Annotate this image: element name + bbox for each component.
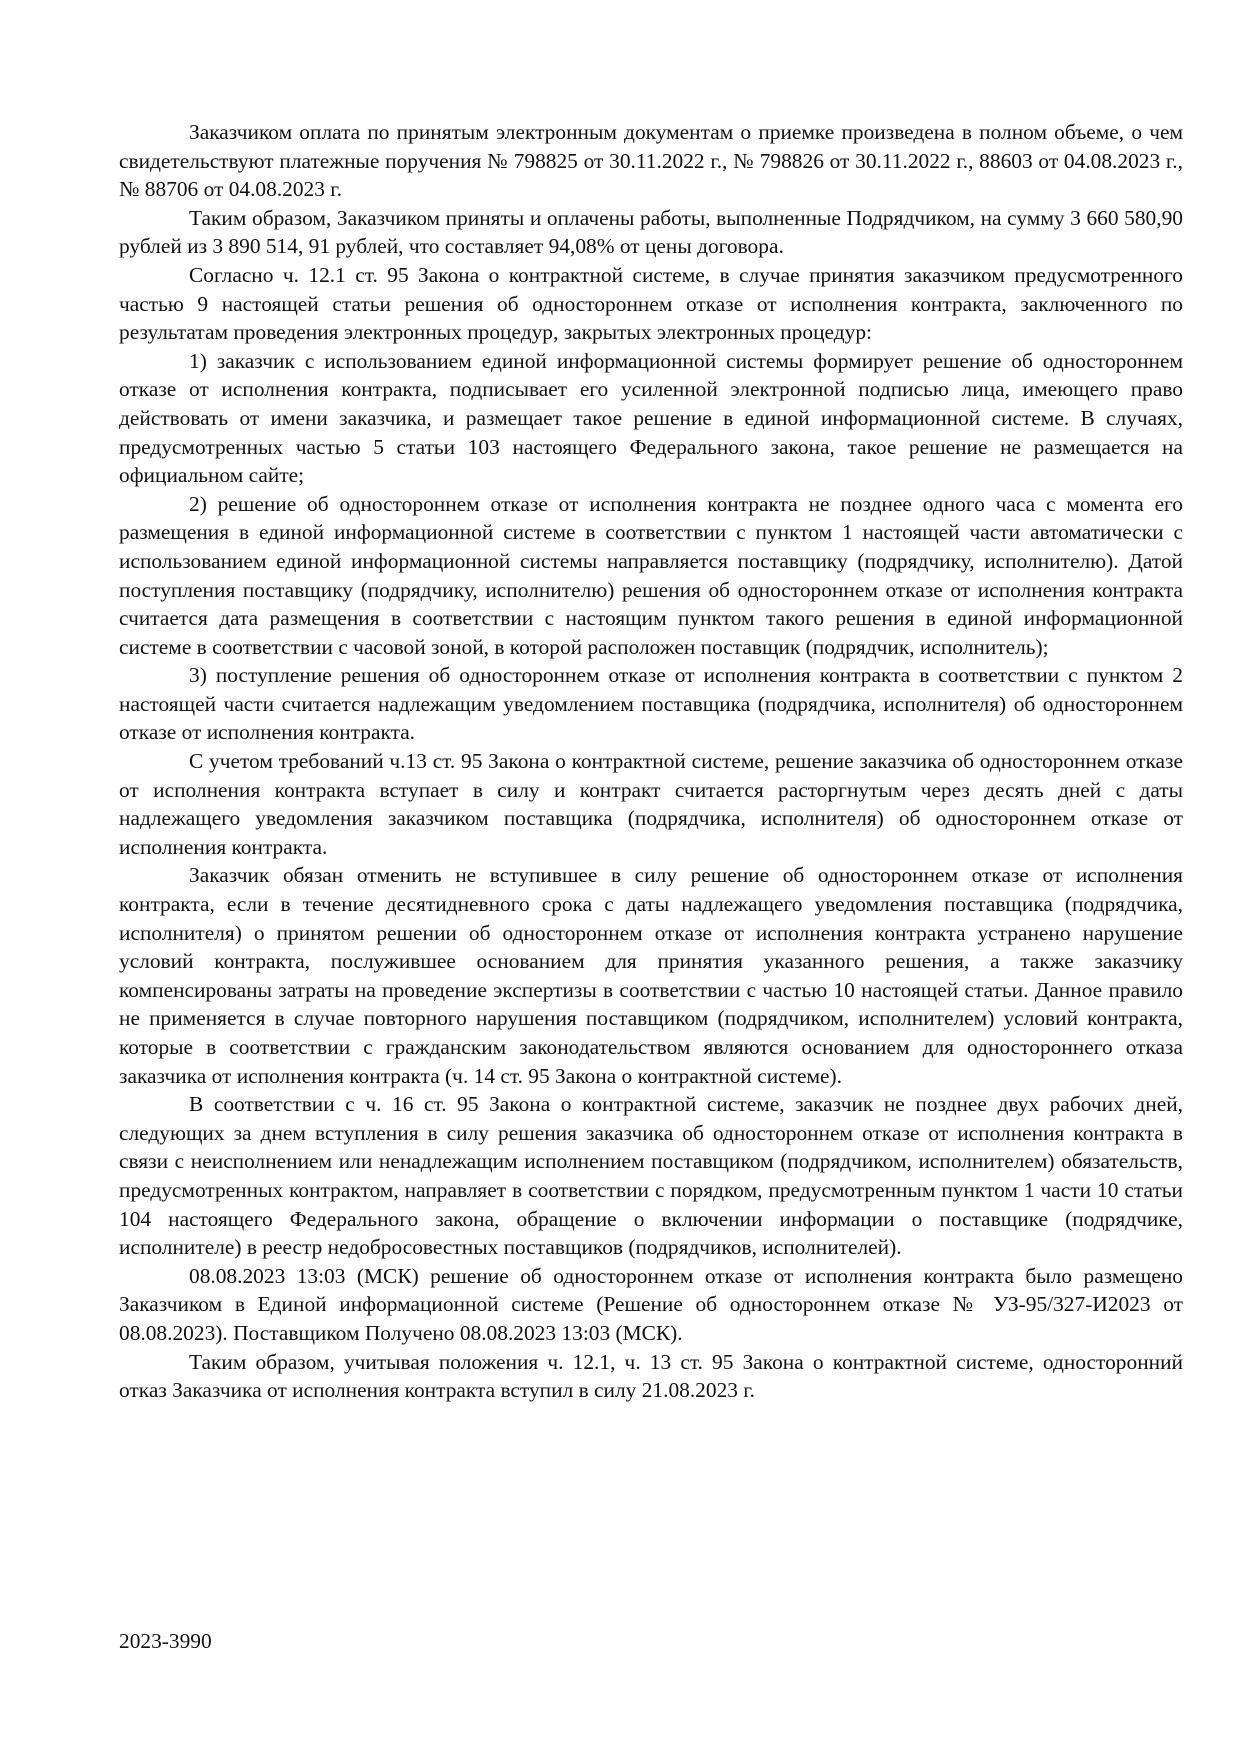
paragraph-accepted-works: Таким образом, Заказчиком приняты и оплачены работы, выполненные Подрядчиком, на сумму 3 660 580,90 рублей из 3 890 514, 91 рублей, что составляет 94,08% от цены договора. <box>119 205 1183 259</box>
paragraph-item-3: 3) поступление решения об одностороннем отказе от исполнения контракта в соответствии с пунктом 2 настоящей части считается надлежащим уведомлением поставщика (подрядчика, исполнителя) об одностороннем отказе от исполнения контракта. <box>119 663 1183 745</box>
paragraph-article-16: В соответствии с ч. 16 ст. 95 Закона о контрактной системе, заказчик не позднее двух рабочих дней, следующих за днем вступления в силу решения заказчика об одностороннем отказе от исполнения контракта в связи с неисполнением или ненадлежащим исполнением поставщиком (подрядчиком, исполнителем) обязательств, предусмотренных контрактом, направляет в соответствии с порядком, предусмотренным пунктом 1 части 10 статьи 104 настоящего Федерального закона, обращение о включении информации о поставщике (подрядчике, исполнителе) в реестр недобросовестных поставщиков (подрядчиков, исполнителей). <box>119 1092 1183 1260</box>
paragraph-conclusion: Таким образом, учитывая положения ч. 12.1, ч. 13 ст. 95 Закона о контрактной системе, односторонний отказ Заказчика от исполнения контракта вступил в силу 21.08.2023 г. <box>119 1349 1183 1403</box>
paragraph-article-13: С учетом требований ч.13 ст. 95 Закона о контрактной системе, решение заказчика об одностороннем отказе от исполнения контракта вступает в силу и контракт считается расторгнутым через десять дней с даты надлежащего уведомления заказчиком поставщика (подрядчика, исполнителя) об одностороннем отказе от исполнения контракта. <box>119 749 1183 859</box>
paragraph-placement-date: 08.08.2023 13:03 (МСК) решение об одностороннем отказе от исполнения контракта было размещено Заказчиком в Единой информационной системе (Решение об одностороннем отказе № УЗ-95/327-И2023 от 08.08.2023). Поставщиком Получено 08.08.2023 13:03 (МСК). <box>119 1263 1183 1345</box>
paragraph-item-2: 2) решение об одностороннем отказе от исполнения контракта не позднее одного часа с момента его размещения в единой информационной системе в соответствии с пунктом 1 настоящей части автоматически с использованием единой информационной системы направляется поставщику (подрядчику, исполнителю). Датой поступления поставщику (подрядчику, исполнителю) решения об одностороннем отказе от исполнения контракта считается дата размещения в соответствии с настоящим пунктом такого решения в единой информационной системе в соответствии с часовой зоной, в которой расположен поставщик (подрядчик, исполнитель); <box>119 491 1183 659</box>
document-body <box>119 118 1183 1405</box>
paragraph-payment-orders: Заказчиком оплата по принятым электронным документам о приемке произведена в полном объеме, о чем свидетельствуют платежные поручения № 798825 от 30.11.2022 г., № 798826 от 30.11.2022 г., 88603 от 04.08.2023 г., № 88706 от 04.08.2023 г. <box>119 120 1183 202</box>
paragraph-article-14: Заказчик обязан отменить не вступившее в силу решение об одностороннем отказе от исполнения контракта, если в течение десятидневного срока с даты надлежащего уведомления поставщика (подрядчика, исполнителя) о принятом решении об одностороннем отказе от исполнения контракта устранено нарушение условий контракта, послужившее основанием для принятия указанного решения, а также заказчику компенсированы затраты на проведение экспертизы в соответствии с частью 10 настоящей статьи. Данное правило не применяется в случае повторного нарушения поставщиком (подрядчиком, исполнителем) условий контракта, которые в соответствии с гражданским законодательством являются основанием для одностороннего отказа заказчика от исполнения контракта (ч. 14 ст. 95 Закона о контрактной системе). <box>119 863 1183 1088</box>
paragraph-item-1: 1) заказчик с использованием единой информационной системы формирует решение об одностороннем отказе от исполнения контракта, подписывает его усиленной электронной подписью лица, имеющего право действовать от имени заказчика, и размещает такое решение в единой информационной системе. В случаях, предусмотренных частью 5 статьи 103 настоящего Федерального закона, такое решение не размещается на официальном сайте; <box>119 348 1183 488</box>
paragraph-article-12-1: Согласно ч. 12.1 ст. 95 Закона о контрактной системе, в случае принятия заказчиком предусмотренного частью 9 настоящей статьи решения об одностороннем отказе от исполнения контракта, заключенного по результатам проведения электронных процедур, закрытых электронных процедур: <box>119 262 1183 345</box>
document-code: 2023-3990 <box>119 1629 212 1653</box>
